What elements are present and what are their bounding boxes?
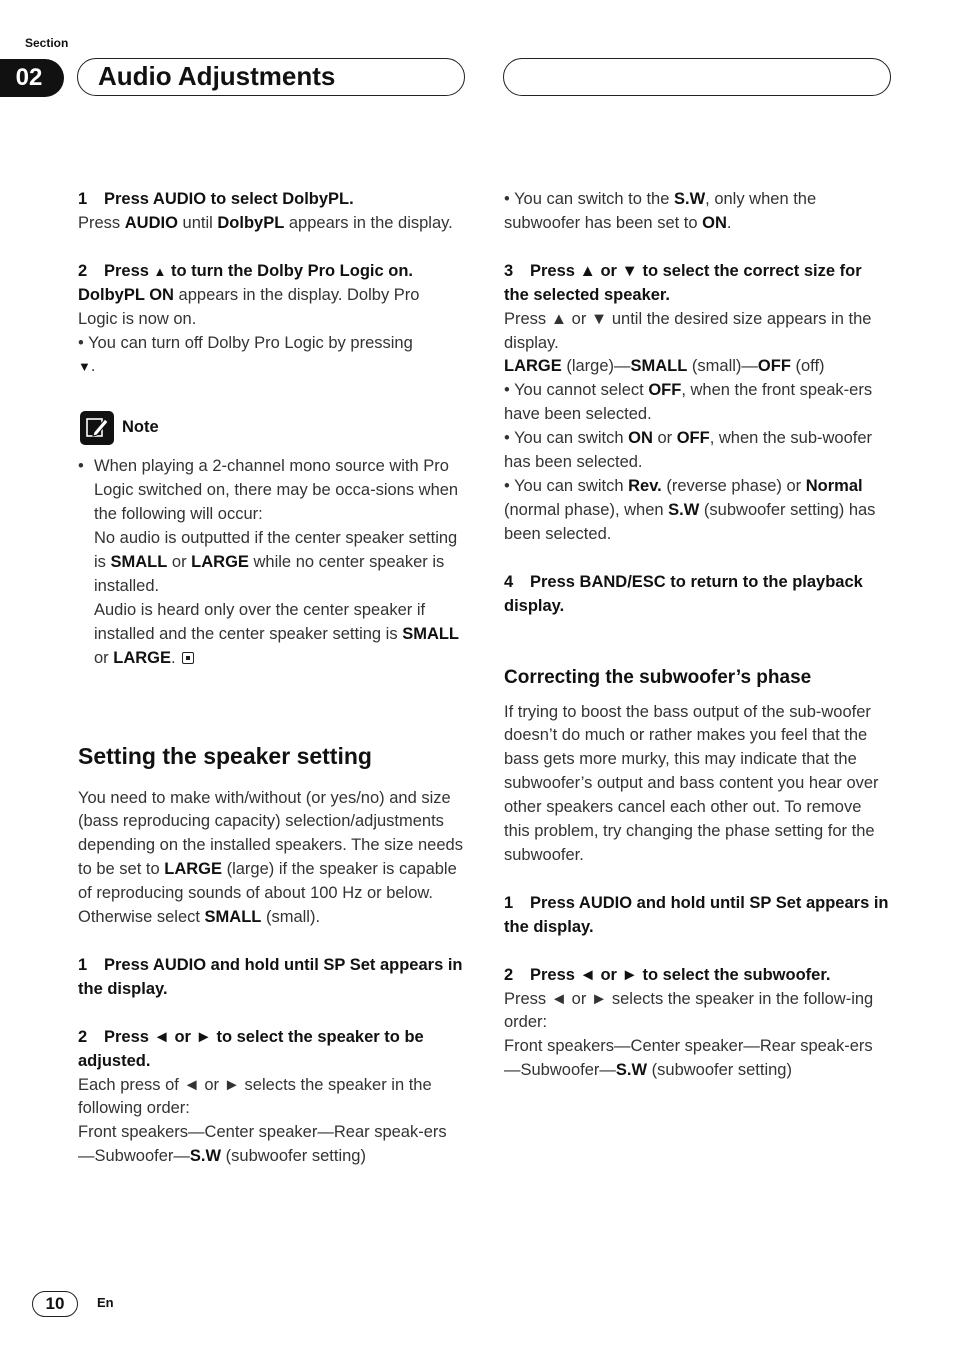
left-column	[78, 188, 463, 1169]
note-header	[78, 411, 463, 445]
end-mark-icon	[182, 652, 194, 664]
step-title: 2 Press ◄ or ► to select the speaker to be adjusted.	[78, 1027, 424, 1070]
step-title: 4 Press BAND/ESC to return to the playback display.	[504, 572, 863, 615]
up-arrow-icon: ▲	[153, 263, 167, 279]
section-number-badge: 02	[0, 59, 64, 97]
size-options: LARGE (large)—SMALL (small)—OFF (off)	[504, 357, 825, 376]
step-bullet: • You can turn off Dolby Pro Logic by pressing ▼.	[78, 333, 413, 376]
right-column	[504, 188, 889, 1083]
paragraph: If trying to boost the bass output of the sub-woofer doesn’t do much or rather makes you feel that the bass gets more murky, this may indicate that the subwoofer’s output and bass content you hear over other speakers cancel each other out. To remove this problem, try changing the phase setting for the subwoofer.	[504, 702, 879, 864]
intro-paragraph: You need to make with/without (or yes/no) and size (bass reproducing capacity) selection/adjustments depending on the installed speakers. The size needs to be set to LARGE (large) if the speaker is capable of reproducing sounds of about 100 Hz or below. Otherwise select SMALL (small).	[78, 788, 463, 927]
step-body: Each press of ◄ or ► selects the speaker in the following order:	[78, 1075, 432, 1118]
step-body: Press ◄ or ► selects the speaker in the follow-ing order:	[504, 989, 874, 1032]
step-title: 3 Press ▲ or ▼ to select the correct size for the selected speaker.	[504, 261, 862, 304]
bullet-text: • You can switch Rev. (reverse phase) or Normal (normal phase), when S.W (subwoofer setting) has been selected.	[504, 476, 876, 543]
page-title: Audio Adjustments	[98, 61, 336, 91]
bullet-text: • You can switch ON or OFF, when the sub-woofer has been selected.	[504, 429, 873, 472]
bullet-text: • You can switch to the S.W, only when the subwoofer has been set to ON.	[504, 190, 817, 232]
note-item: • When playing a 2-channel mono source with Pro Logic switched on, there may be occa-sions when the following will occur: No audio is outputted if the center speaker setting is SMALL or LARGE while no center speaker is installed. Audio is heard only over the center speaker if installed and the center speaker setting is SMALL or LARGE.	[78, 457, 460, 667]
step-body: Press ▲ or ▼ until the desired size appears in the display.	[504, 309, 872, 352]
bullet-text: • You cannot select OFF, when the front speak-ers have been selected.	[504, 381, 873, 424]
step-title: 1 Press AUDIO and hold until SP Set appears in the display.	[78, 955, 463, 998]
step-body: Front speakers—Center speaker—Rear speak-ers—Subwoofer—S.W (subwoofer setting)	[78, 1123, 447, 1166]
language-label: En	[97, 1295, 114, 1310]
step-body: DolbyPL ON appears in the display. Dolby Pro Logic is now on.	[78, 285, 420, 328]
note-pencil-icon	[80, 411, 114, 445]
step-title: 2 Press ▲ to turn the Dolby Pro Logic on.	[78, 261, 413, 280]
note-title: Note	[122, 418, 159, 437]
section-label: Section	[25, 36, 69, 50]
down-arrow-icon: ▼	[78, 359, 91, 375]
page-number: 10	[32, 1291, 78, 1317]
subsection-heading: Correcting the subwoofer’s phase	[504, 666, 812, 688]
section-heading: Setting the speaker setting	[78, 742, 372, 769]
step-title: 2 Press ◄ or ► to select the subwoofer.	[504, 965, 831, 984]
step-body: Press AUDIO until DolbyPL appears in the display.	[78, 213, 453, 232]
step-body: Front speakers—Center speaker—Rear speak-ers—Subwoofer—S.W (subwoofer setting)	[504, 1037, 873, 1080]
right-header-frame	[503, 58, 891, 96]
step-title: 1 Press AUDIO and hold until SP Set appears in the display.	[504, 893, 889, 936]
step-title: 1 Press AUDIO to select DolbyPL.	[78, 190, 354, 208]
